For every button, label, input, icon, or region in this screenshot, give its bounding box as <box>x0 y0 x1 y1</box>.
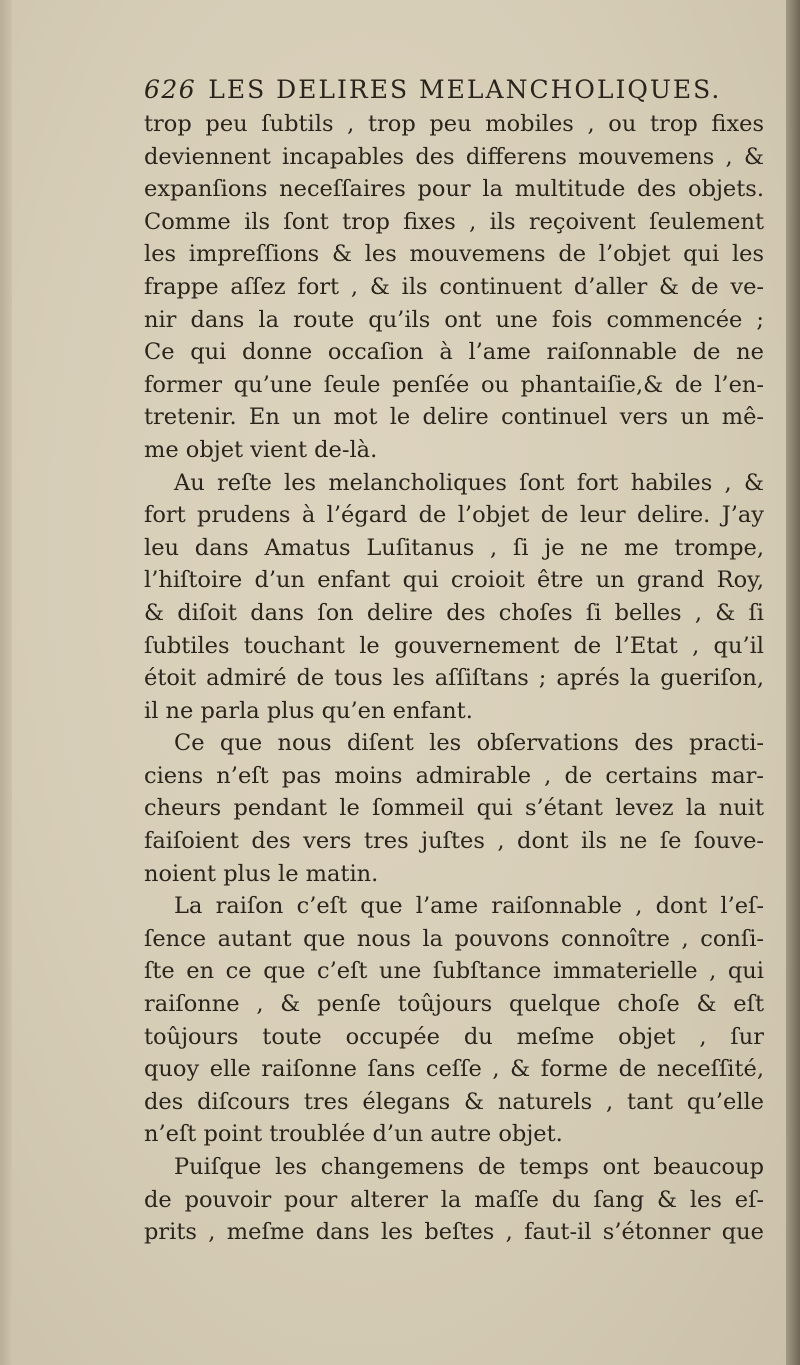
text-line: Ce que nous diſent les obſervations des practi- <box>174 730 764 757</box>
text-line: frappe aſſez fort , & ils continuent d’aller & de ve- <box>144 273 764 300</box>
text-line: Au reſte les melancholiques ſont fort habiles , & <box>174 469 764 496</box>
text-line: des diſcours tres élegans & naturels , tant qu’elle <box>144 1088 764 1115</box>
text-line: Comme ils ſont trop fixes , ils reçoivent ſeulement <box>144 208 764 235</box>
text-line: Ce qui donne occaſion à l’ame raiſonnable de ne <box>144 339 764 366</box>
text-line: faiſoient des vers tres juſtes , dont ils ne ſe ſouve- <box>144 828 764 855</box>
text-line: ſte en ce que c’eſt une ſubſtance immaterielle , qui <box>144 958 764 985</box>
text-line: deviennent incapables des differens mouvemens , & <box>144 143 764 170</box>
text-line: raiſonne , & penſe toûjours quelque choſe & eſt <box>144 991 764 1018</box>
text-line: fort prudens à l’égard de l’objet de leur delire. J’ay <box>144 502 764 529</box>
text-line: former qu’une ſeule penſée ou phantaiſie,& de l’en- <box>144 371 764 398</box>
body-text <box>144 108 764 1249</box>
text-line: Puiſque les changemens de temps ont beaucoup <box>174 1154 764 1180</box>
page-number: 626 <box>144 75 197 104</box>
text-line: de pouvoir pour alterer la maſſe du ſang & les eſ- <box>144 1186 764 1213</box>
running-head <box>144 74 764 108</box>
text-line: trop peu ſubtils , trop peu mobiles , ou trop fixes <box>144 111 764 137</box>
text-line: ſence autant que nous la pouvons connoître , conſi- <box>144 925 764 952</box>
text-line: étoit admiré de tous les aſſiſtans ; aprés la gueriſon, <box>144 665 764 692</box>
text-line: cheurs pendant le ſommeil qui s’étant levez la nuit <box>144 795 764 822</box>
running-head-title: LES DELIRES MELANCHOLIQUES. <box>208 75 722 104</box>
page-text-block <box>144 74 764 1249</box>
text-line: les impreſſions & les mouvemens de l’objet qui les <box>144 241 764 268</box>
text-line: prits , meſme dans les beſtes , faut-il s’étonner que <box>144 1219 764 1246</box>
text-line: & diſoit dans ſon delire des choſes ſi belles , & ſi <box>144 599 764 626</box>
text-line: nir dans la route qu’ils ont une fois commencée ; <box>144 306 764 333</box>
page-edge-shadow <box>786 0 800 1365</box>
text-line: il ne parla plus qu’en enfant. <box>144 697 473 724</box>
text-line: quoy elle raiſonne ſans ceſſe , & forme de neceſſité, <box>144 1056 764 1083</box>
text-line: tretenir. En un mot le delire continuel vers un mê- <box>144 404 764 431</box>
text-line: me objet vient de-là. <box>144 436 378 463</box>
text-line: expanſions neceſſaires pour la multitude des objets. <box>144 176 764 203</box>
text-line: n’eſt point troublée d’un autre objet. <box>144 1121 563 1148</box>
text-line: l’hiſtoire d’un enfant qui croioit être un grand Roy, <box>144 567 764 594</box>
text-line: ciens n’eſt pas moins admirable , de certains mar- <box>144 762 764 789</box>
text-line: leu dans Amatus Luſitanus , ſi je ne me trompe, <box>144 534 764 561</box>
text-line: toûjours toute occupée du meſme objet , ſur <box>144 1023 764 1050</box>
text-line: ſubtiles touchant le gouvernement de l’Etat , qu’il <box>144 632 764 659</box>
text-line: La raiſon c’eſt que l’ame raiſonnable , dont l’eſ- <box>174 893 764 920</box>
text-line: noient plus le matin. <box>144 860 379 887</box>
